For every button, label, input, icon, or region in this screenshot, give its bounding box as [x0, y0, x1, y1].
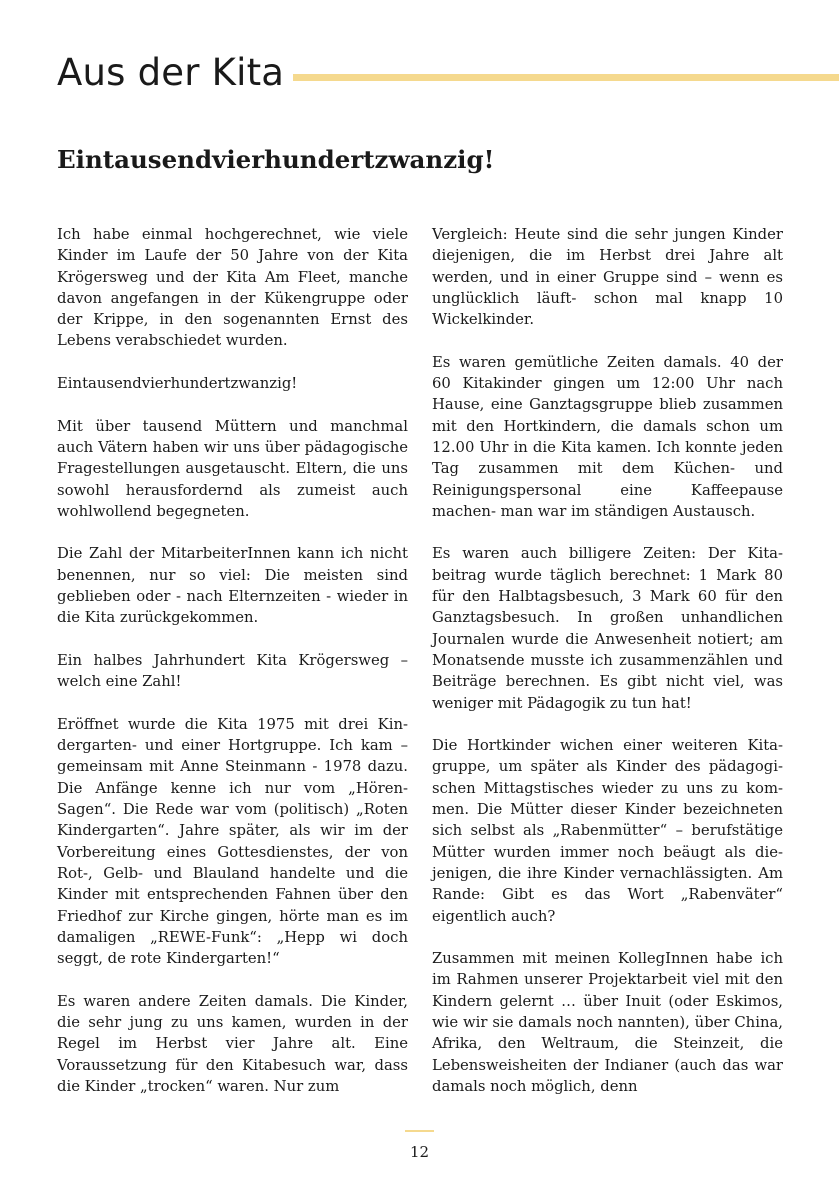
paragraph: Es waren andere Zeiten damals. Die Kinder, die sehr jung zu uns kamen, wurden in der Regel im Herbst vier Jahre alt. Eine Voraussetzung für den Kitabesuch war, dass die Kinder „trocken“ waren. Nur zum	[57, 992, 408, 1095]
paragraph: Vergleich: Heute sind die sehr jungen Kinder diejenigen, die im Herbst drei Jahre alt werden, und in einer Gruppe sind – wenn es unglücklich läuft- schon mal knapp 10 Wickelkinder.	[432, 226, 783, 329]
paragraph: Die Hortkinder wichen einer weiteren Kitagruppe, um später als Kinder des pädagogischen Mittagstisches wieder zu uns zu kommen. Die Mütter dieser Kinder bezeichneten sich selbst als „Rabenmütter“ – berufstätige Mütter wurden immer noch beäugt als diejenigen, die ihre Kinder vernachlässigten. Am Rande: Gibt es das Wort „Rabenväter“ eigentlich auch?	[432, 737, 783, 925]
left-column	[57, 224, 408, 1097]
paragraph: Ich habe einmal hochgerechnet, wie viele Kinder im Laufe der 50 Jahre von der Kita Krögersweg und der Kita Am Fleet, manche davon angefangen in der Kükengruppe oder der Krippe, in den sogenannten Ernst des Lebens verabschiedet wurden.	[57, 226, 408, 350]
footer-rule	[405, 1130, 434, 1132]
page-number: 12	[409, 1143, 430, 1161]
paragraph: Zusammen mit meinen KollegInnen habe ich im Rahmen unserer Projektarbeit viel mit den Kindern gelernt … über Inuit (oder Eskimos, wie wir sie damals noch nannten), über China, Afrika, den Weltraum, die Steinzeit, die Lebensweisheiten der Indianer (auch das war damals noch möglich, denn	[432, 950, 783, 1095]
paragraph: Ein halbes Jahrhundert Kita Krögersweg – welch eine Zahl!	[57, 651, 408, 691]
section-title-rule	[293, 74, 839, 81]
paragraph: Eröffnet wurde die Kita 1975 mit drei Kindergarten- und einer Hortgruppe. Ich kam – gemeinsam mit Anne Steinmann - 1978 dazu. Die Anfänge kenne ich nur vom „Hören-Sagen“. Die Rede war vom (politisch) „Roten Kindergarten“. Jahre später, als wir im der Vorbereitung eines Gottesdienstes, der von Rot-, Gelb- und Blauland handelte und die Kinder mit entsprechenden Fahnen über den Friedhof zur Kirche gingen, hörte man es im damaligen „REWE-Funk“: „Hepp wi doch seggt, de rote Kindergarten!“	[57, 715, 408, 968]
article-title: Eintausendvierhundertzwanzig!	[57, 145, 495, 174]
paragraph: Die Zahl der MitarbeiterInnen kann ich nicht benennen, nur so viel: Die meisten sind geblieben oder - nach Elternzeiten - wieder in die Kita zurückgekommen.	[57, 545, 408, 627]
paragraph: Mit über tausend Müttern und manchmal auch Vätern haben wir uns über pädagogische Fragestellungen ausgetauscht. Eltern, die uns sowohl herausfordernd als zumeist auch wohlwollend begegneten.	[57, 417, 408, 520]
paragraph: Es waren gemütliche Zeiten damals. 40 der 60 Kitakinder gingen um 12:00 Uhr nach Hause, eine Ganztagsgruppe blieb zusammen mit den Hortkindern, die damals schon um 12.00 Uhr in die Kita kamen. Ich konnte jeden Tag zusammen mit dem Küchen- und Reinigungspersonal eine Kaffeepause machen- man war im ständigen Austausch.	[432, 353, 783, 520]
paragraph: Eintausendvierhundertzwanzig!	[57, 375, 298, 393]
section-title: Aus der Kita	[57, 51, 285, 94]
paragraph: Es waren auch billigere Zeiten: Der Kitabeitrag wurde täglich berechnet: 1 Mark 80 für den Halbtagsbesuch, 3 Mark 60 für den Ganztagsbesuch. In großen unhandlichen Journalen wurde die Anwesenheit notiert; am Monatsende musste ich zusammenzählen und Beiträge berechnen. Es gibt nicht viel, was weniger mit Pädagogik zu tun hat!	[432, 545, 783, 712]
right-column	[432, 224, 783, 1097]
section-header	[57, 48, 839, 98]
